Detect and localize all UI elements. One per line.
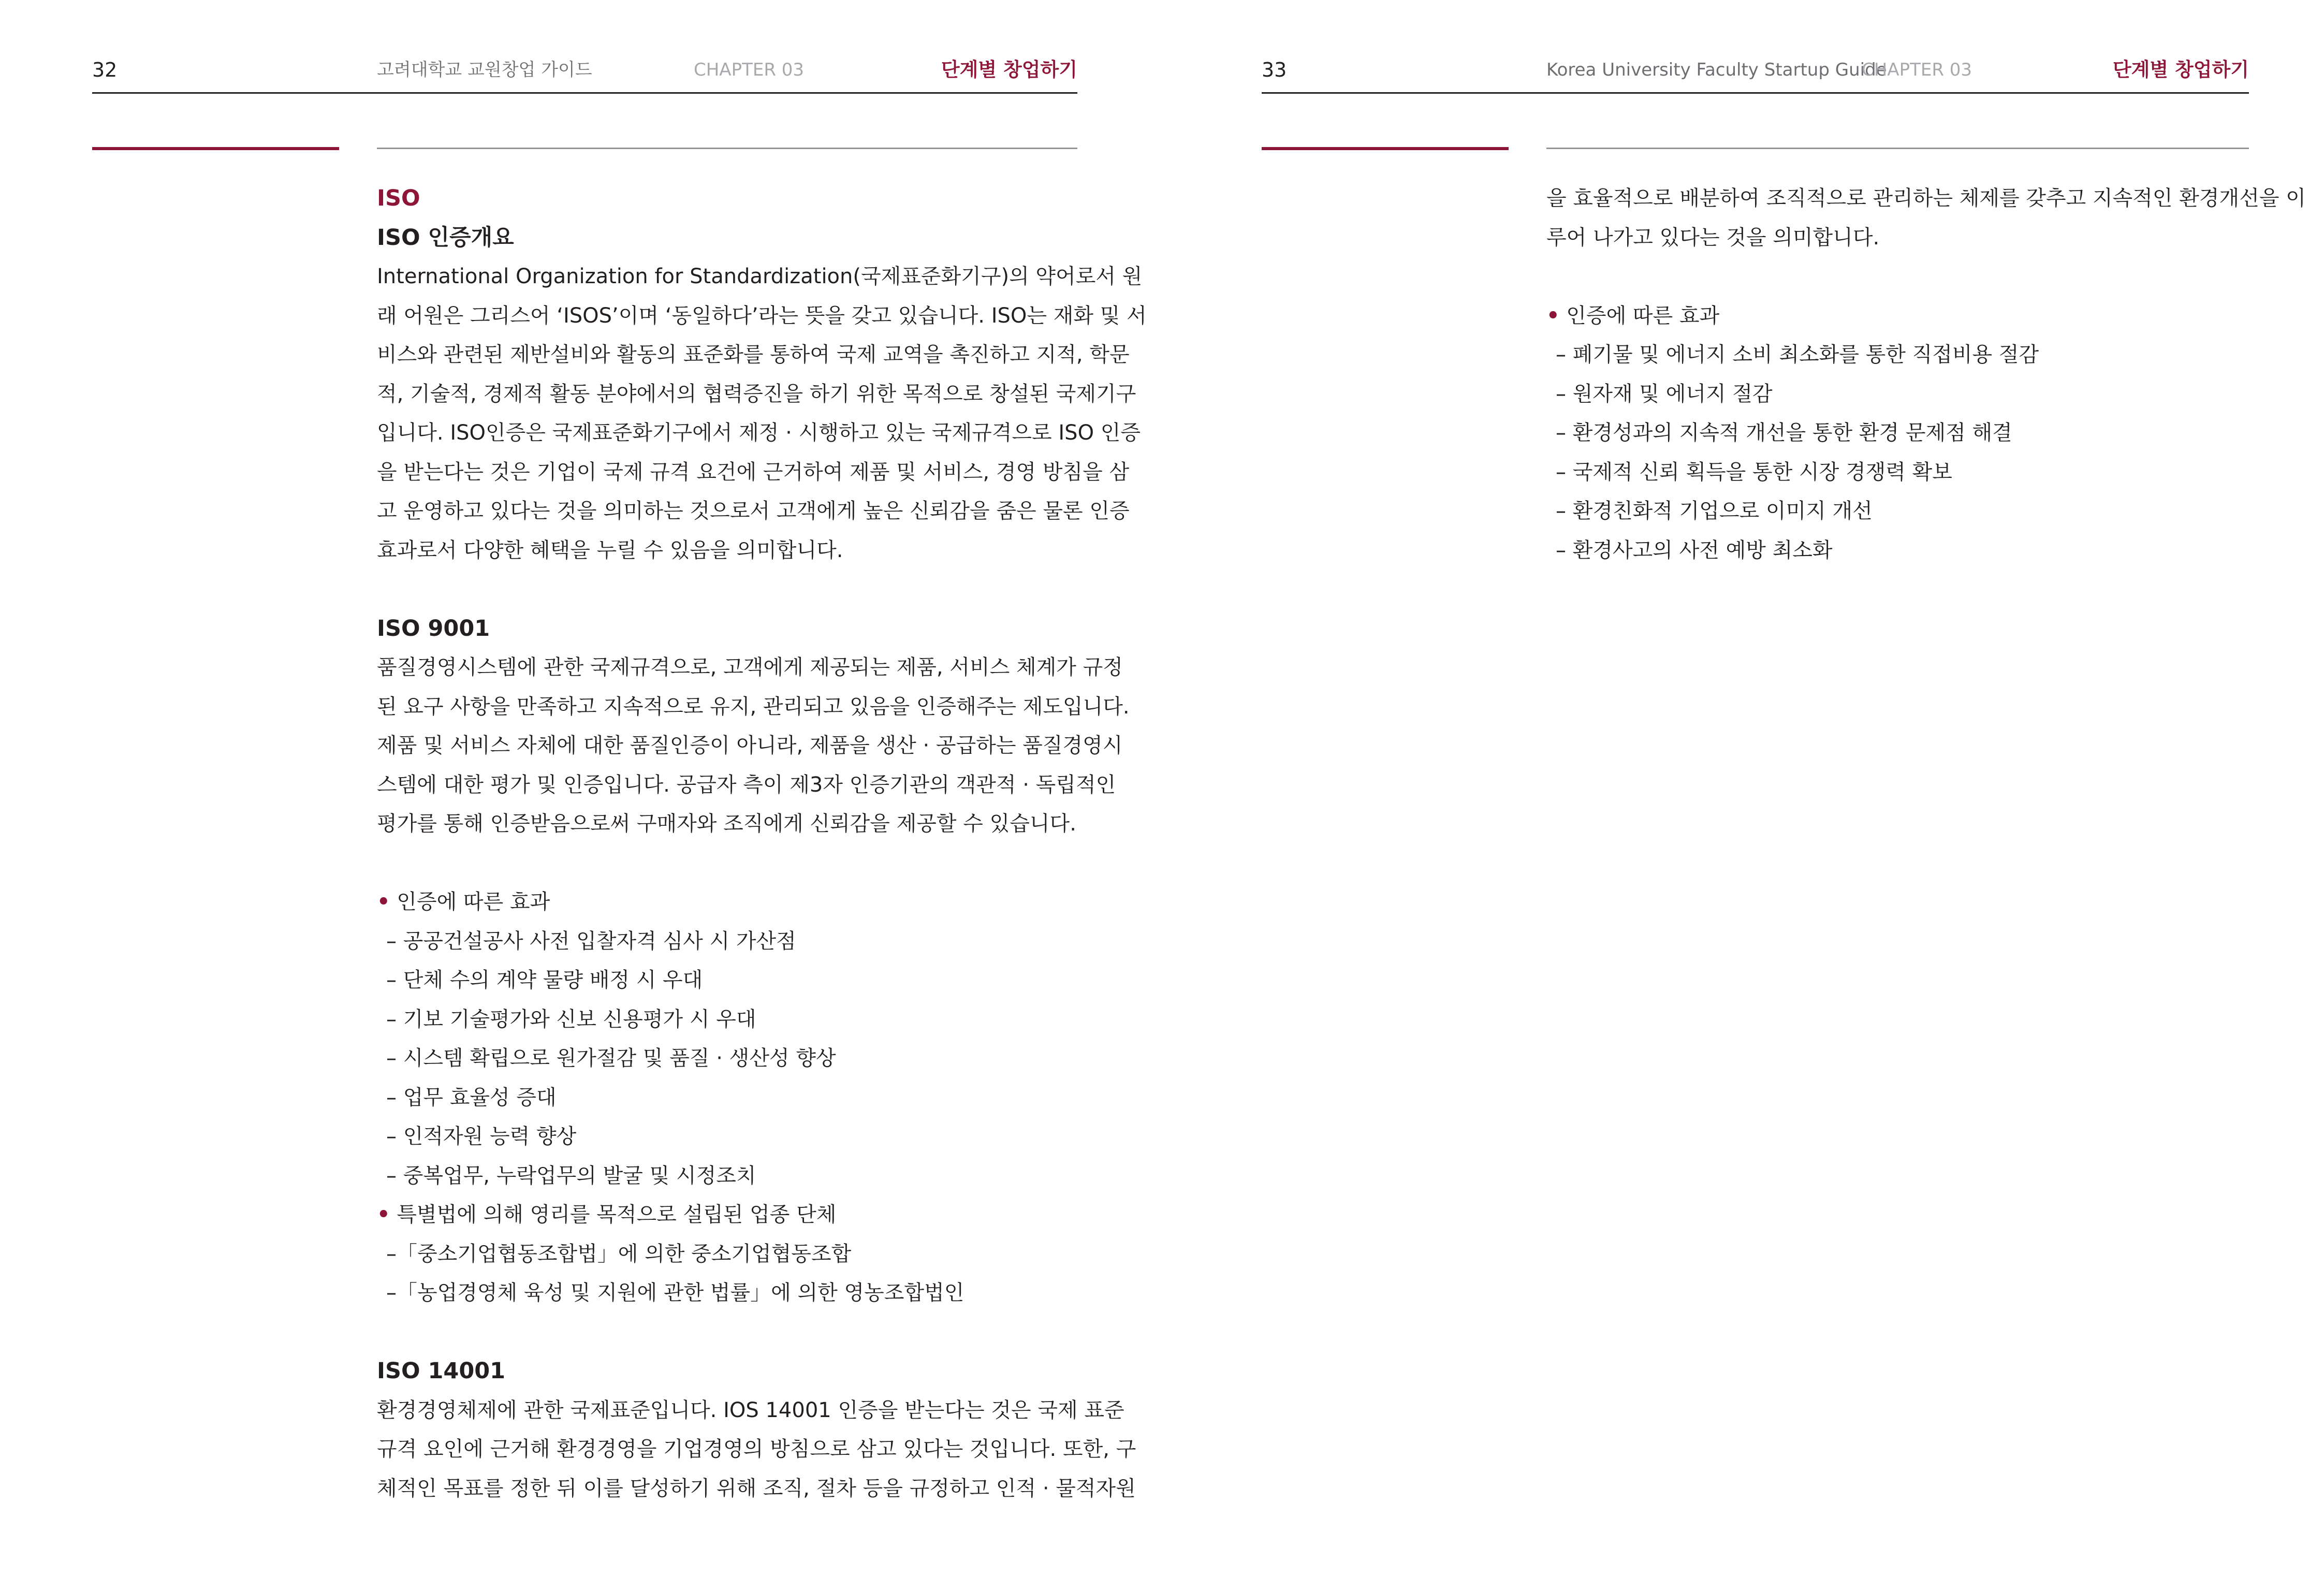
list-item: – 단체 수의 계약 물량 배정 시 우대: [386, 968, 703, 992]
paragraph-line: 래 어원은 그리스어 ‘ISOS’이며 ‘동일하다’라는 뜻을 갖고 있습니다. ISO는 재화 및 서: [377, 303, 1147, 328]
list-item: – 환경성과의 지속적 개선을 통한 환경 문제점 해결: [1556, 421, 2012, 445]
paragraph-line: 된 요구 사항을 만족하고 지속적으로 유지, 관리되고 있음을 인증해주는 제도입니다.: [377, 694, 1130, 719]
list-item: – 국제적 신뢰 획득을 통한 시장 경쟁력 확보: [1556, 460, 1952, 484]
iso14001-paragraph: [377, 1391, 1136, 1509]
header-rule: [1262, 92, 2249, 94]
iso-overview-paragraph: [377, 257, 1147, 570]
header-rule: [92, 92, 1077, 94]
iso-overview-heading: ISO 인증개요: [377, 224, 514, 251]
bullet-text: 특별법에 의해 영리를 목적으로 설립된 업종 단체: [397, 1203, 837, 1227]
left-content-column: [377, 179, 1147, 1508]
paragraph-line: 효과로서 다양한 혜택을 누릴 수 있음을 의미합니다.: [377, 538, 843, 562]
list-item: – 기보 기술평가와 신보 신용평가 시 우대: [386, 1007, 756, 1031]
list-item: – 환경사고의 사전 예방 최소화: [1556, 538, 1833, 562]
paragraph-line: 스템에 대한 평가 및 인증입니다. 공급자 측이 제3자 인증기관의 객관적 · 독립적인: [377, 772, 1116, 797]
page-number: 32: [92, 59, 118, 81]
bullet-text: 인증에 따른 효과: [1566, 303, 1720, 328]
section-title: 단계별 창업하기: [941, 59, 1077, 81]
section-title: 단계별 창업하기: [2112, 59, 2249, 81]
list-item: – 공공건설공사 사전 입찰자격 심사 시 가산점: [386, 929, 796, 953]
bullet-item: [1546, 297, 2249, 336]
bullet-item: [377, 1195, 1077, 1235]
iso-heading: ISO: [377, 185, 420, 211]
chapter-label: CHAPTER 03: [1862, 60, 1972, 80]
bullet-text: 인증에 따른 효과: [397, 890, 550, 914]
bullet-item: [377, 883, 1077, 922]
accent-bar: [92, 147, 339, 150]
list-item: – 환경친화적 기업으로 이미지 개선: [1556, 499, 1873, 523]
paragraph-line: 적, 기술적, 경제적 활동 분야에서의 협력증진을 하기 위한 목적으로 창설된 국제기구: [377, 382, 1136, 406]
paragraph-line: 규격 요인에 근거해 환경경영을 기업경영의 방침으로 삼고 있다는 것입니다. 또한, 구: [377, 1437, 1136, 1461]
iso9001-heading: ISO 9001: [377, 615, 490, 641]
list-item: – 업무 효율성 증대: [386, 1085, 557, 1110]
content-rule: [377, 148, 1077, 149]
paragraph-line: International Organization for Standardization(국제표준화기구)의 약어로서 원: [377, 265, 1143, 288]
list-item: – 중복업무, 누락업무의 발굴 및 시정조치: [386, 1163, 756, 1188]
list-item: – 시스템 확립으로 원가절감 및 품질 · 생산성 향상: [386, 1046, 836, 1070]
bullet-dot-icon: •: [1546, 303, 1560, 328]
paragraph-line: 고 운영하고 있다는 것을 의미하는 것으로서 고객에게 높은 신뢰감을 줌은 물론 인증: [377, 499, 1130, 523]
list-item: –「농업경영체 육성 및 지원에 관한 법률」에 의한 영농조합법인: [386, 1281, 964, 1305]
right-content-column: [1546, 179, 2306, 570]
chapter-label: CHAPTER 03: [694, 60, 805, 80]
list-item: – 원자재 및 에너지 절감: [1556, 382, 1773, 406]
paragraph-line: 환경경영체제에 관한 국제표준입니다. IOS 14001 인증을 받는다는 것은 국제 표준: [377, 1398, 1124, 1422]
page-number: 33: [1262, 59, 1287, 81]
paragraph-line: 품질경영시스템에 관한 국제규격으로, 고객에게 제공되는 제품, 서비스 체계가 규정: [377, 655, 1123, 679]
paragraph-line: 입니다. ISO인증은 국제표준화기구에서 제정 · 시행하고 있는 국제규격으로 ISO 인증: [377, 421, 1141, 445]
paragraph-line: 을 받는다는 것은 기업이 국제 규격 요건에 근거하여 제품 및 서비스, 경영 방침을 삼: [377, 460, 1130, 484]
paragraph-line: 평가를 통해 인증받음으로써 구매자와 조직에게 신뢰감을 제공할 수 있습니다.: [377, 812, 1076, 836]
iso9001-paragraph: [377, 648, 1130, 844]
content-rule: [1546, 148, 2249, 149]
bullet-dot-icon: •: [377, 890, 390, 914]
iso14001-heading: ISO 14001: [377, 1358, 506, 1384]
iso14001-paragraph-continued: [1546, 179, 2306, 257]
paragraph-line: 비스와 관련된 제반설비와 활동의 표준화를 통하여 국제 교역을 촉진하고 지적, 학문: [377, 343, 1130, 367]
list-item: – 인적자원 능력 향상: [386, 1125, 577, 1148]
list-item: –「중소기업협동조합법」에 의한 중소기업협동조합: [386, 1242, 852, 1266]
list-item: – 폐기물 및 에너지 소비 최소화를 통한 직접비용 절감: [1556, 343, 2039, 367]
bullet-dot-icon: •: [377, 1203, 390, 1227]
book-title: Korea University Faculty Startup Guide: [1546, 60, 1887, 80]
paragraph-line: 을 효율적으로 배분하여 조직적으로 관리하는 체제를 갖추고 지속적인 환경개선을 이: [1546, 186, 2306, 210]
paragraph-line: 루어 나가고 있다는 것을 의미합니다.: [1546, 225, 1880, 250]
paragraph-line: 제품 및 서비스 자체에 대한 품질인증이 아니라, 제품을 생산 · 공급하는 품질경영시: [377, 734, 1123, 757]
accent-bar: [1262, 147, 1509, 150]
book-title: 고려대학교 교원창업 가이드: [377, 60, 592, 80]
paragraph-line: 체적인 목표를 정한 뒤 이를 달성하기 위해 조직, 절차 등을 규정하고 인적 · 물적자원: [377, 1476, 1136, 1500]
